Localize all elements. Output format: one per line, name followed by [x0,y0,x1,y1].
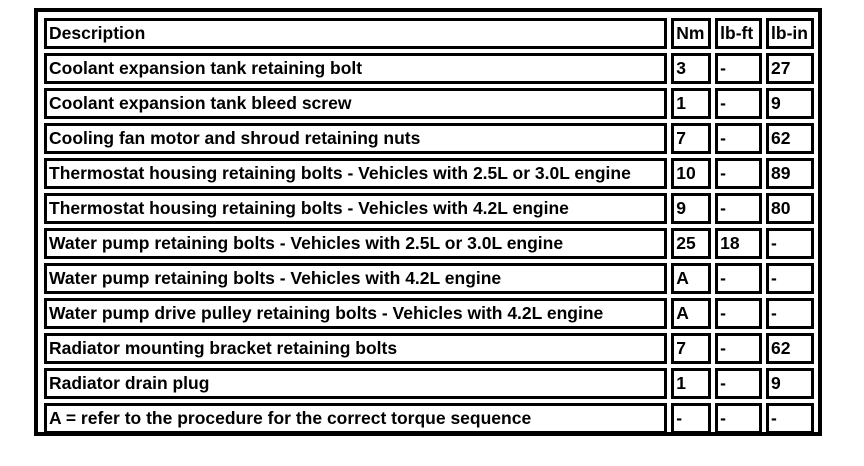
table-row [44,298,814,329]
table-row [44,403,814,434]
table-row [44,193,814,224]
cell-lb-in: - [766,403,814,434]
cell-lb-ft: - [715,88,762,119]
cell-lb-in: 62 [766,123,814,154]
table-row [44,228,814,259]
cell-lb-ft: - [715,368,762,399]
cell-description: Cooling fan motor and shroud retaining nuts [44,123,667,154]
cell-description: Thermostat housing retaining bolts - Vehicles with 2.5L or 3.0L engine [44,158,667,189]
table-row [44,158,814,189]
torque-specification-table-frame [34,8,822,436]
cell-description: Radiator drain plug [44,368,667,399]
cell-lb-in: - [766,263,814,294]
table-row [44,263,814,294]
cell-nm: 9 [671,193,711,224]
cell-description: Water pump drive pulley retaining bolts - Vehicles with 4.2L engine [44,298,667,329]
cell-lb-in: - [766,228,814,259]
table-row [44,123,814,154]
cell-description: Thermostat housing retaining bolts - Vehicles with 4.2L engine [44,193,667,224]
cell-lb-ft: - [715,193,762,224]
cell-nm: A [671,263,711,294]
table-row [44,333,814,364]
table-body [44,18,814,434]
table-header-row [44,18,814,49]
cell-nm: 1 [671,88,711,119]
cell-lb-ft: - [715,298,762,329]
cell-nm: - [671,403,711,434]
cell-lb-in: - [766,298,814,329]
cell-description: Water pump retaining bolts - Vehicles with 2.5L or 3.0L engine [44,228,667,259]
cell-nm: 7 [671,123,711,154]
cell-lb-ft: - [715,403,762,434]
cell-lb-in: 9 [766,368,814,399]
cell-lb-ft: - [715,263,762,294]
cell-lb-in: 62 [766,333,814,364]
cell-nm: 7 [671,333,711,364]
table-row [44,53,814,84]
header-cell-lb-ft: lb-ft [715,18,762,49]
cell-lb-in: 9 [766,88,814,119]
cell-lb-ft: - [715,53,762,84]
cell-lb-in: 27 [766,53,814,84]
cell-lb-in: 80 [766,193,814,224]
cell-description: Coolant expansion tank bleed screw [44,88,667,119]
table-row [44,88,814,119]
cell-description: Radiator mounting bracket retaining bolts [44,333,667,364]
cell-description: A = refer to the procedure for the correct torque sequence [44,403,667,434]
cell-lb-ft: - [715,333,762,364]
cell-description: Water pump retaining bolts - Vehicles with 4.2L engine [44,263,667,294]
table-row [44,368,814,399]
cell-description: Coolant expansion tank retaining bolt [44,53,667,84]
cell-nm: 10 [671,158,711,189]
header-cell-description: Description [44,18,667,49]
cell-nm: 25 [671,228,711,259]
cell-lb-ft: - [715,158,762,189]
cell-lb-ft: 18 [715,228,762,259]
cell-lb-ft: - [715,123,762,154]
header-cell-lb-in: lb-in [766,18,814,49]
torque-specification-table [40,14,818,438]
cell-nm: 1 [671,368,711,399]
cell-lb-in: 89 [766,158,814,189]
cell-nm: 3 [671,53,711,84]
cell-nm: A [671,298,711,329]
header-cell-nm: Nm [671,18,711,49]
